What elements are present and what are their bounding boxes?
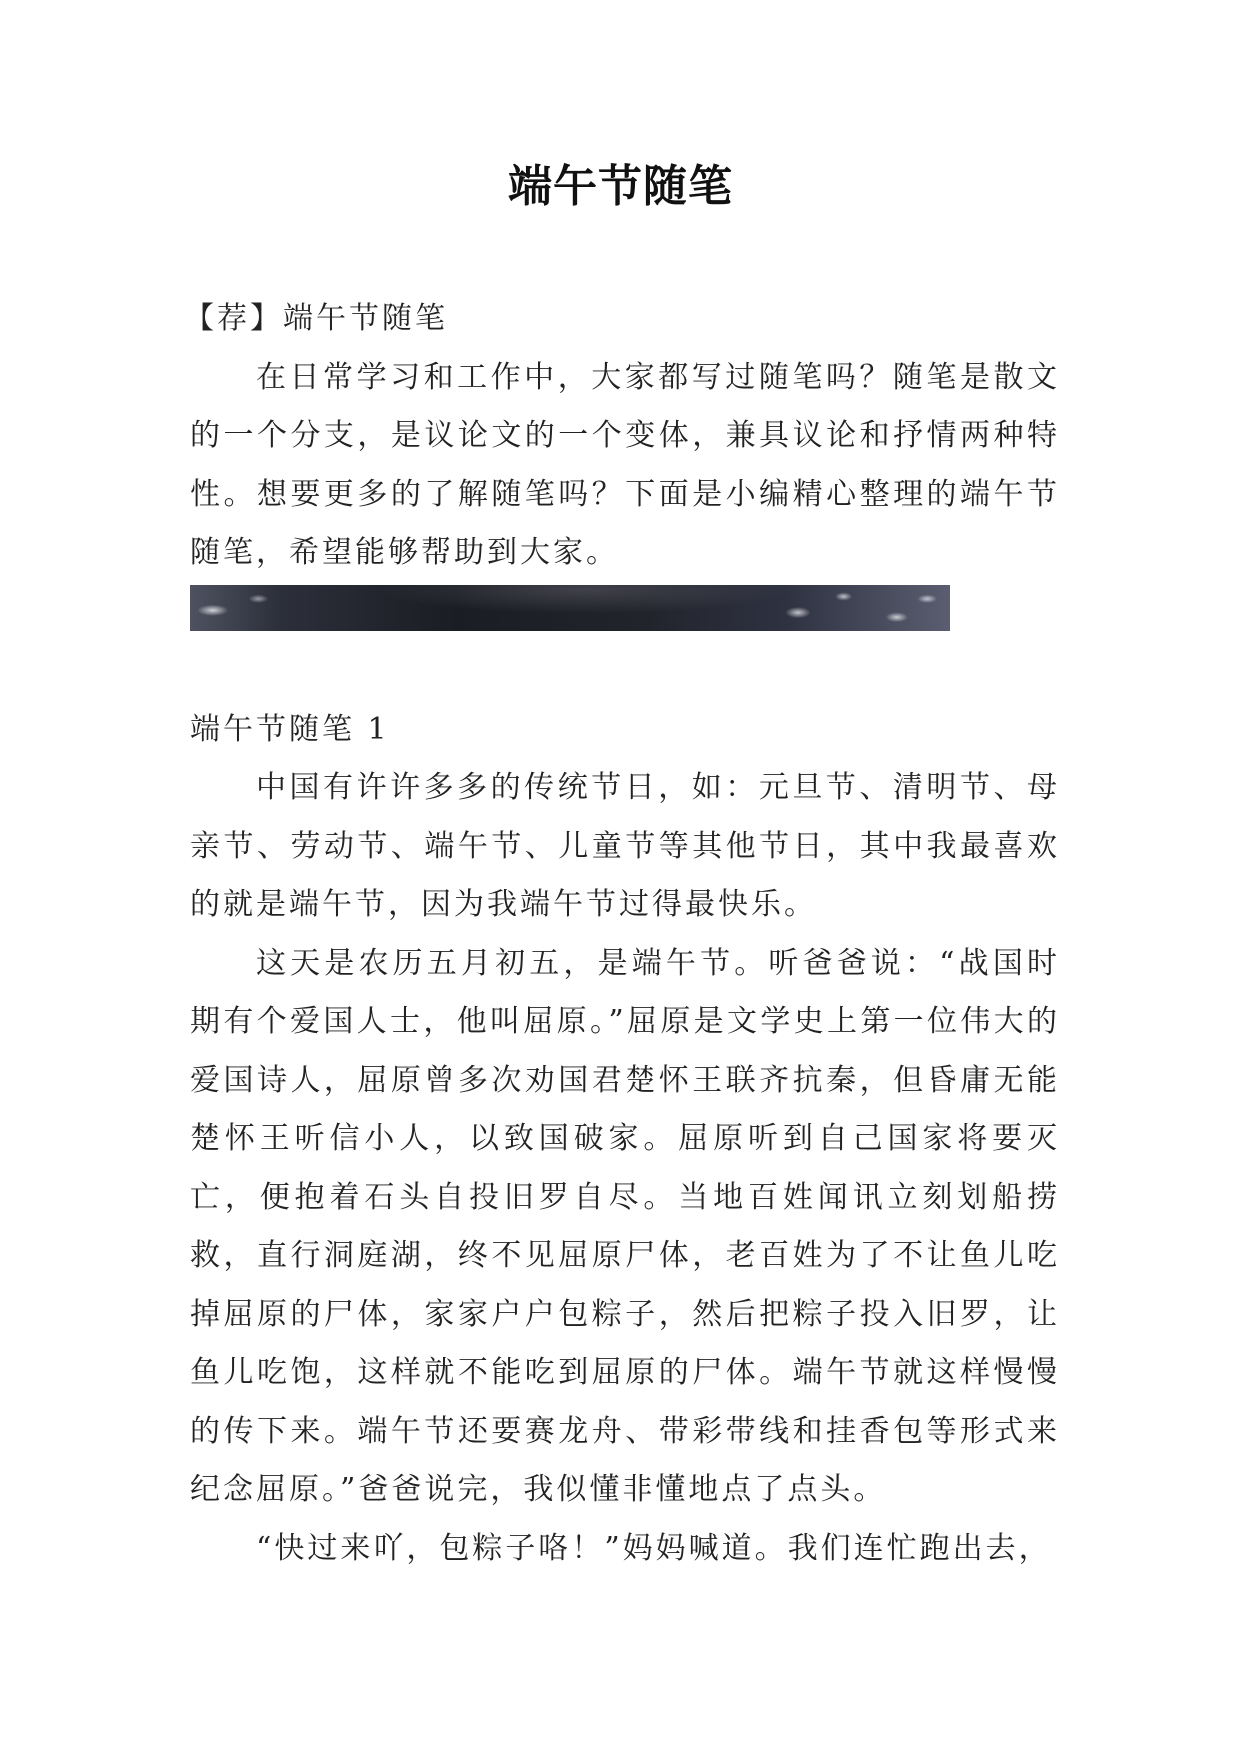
document-title: 端午节随笔 <box>508 161 733 212</box>
body-paragraph-1: 中国有许许多多的传统节日，如：元旦节、清明节、母亲节、劳动节、端午节、儿童节等其他节日，其中我最喜欢的就是端午节，因为我端午节过得最快乐。 <box>190 770 1060 922</box>
recommend-tag-line: 【荐】端午节随笔 <box>184 301 448 336</box>
section-heading: 端午节随笔 1 <box>190 711 390 747</box>
intro-paragraph: 在日常学习和工作中，大家都写过随笔吗？随笔是散文的一个分支，是议论文的一个变体，兼具议论和抒情两种特性。想要更多的了解随笔吗？下面是小编精心整理的端午节随笔，希望能够帮助到大家。 <box>190 359 1060 570</box>
decorative-banner-image <box>190 585 950 631</box>
body-paragraph-3: “快过来吖，包粽子咯！”妈妈喊道。我们连忙跑出去， <box>256 1530 1052 1566</box>
document-body <box>184 290 1060 1578</box>
body-paragraph-2: 这天是农历五月初五，是端午节。听爸爸说：“战国时期有个爱国人士，他叫屈原。”屈原是文学史上第一位伟大的爱国诗人，屈原曾多次劝国君楚怀王联齐抗秦，但昏庸无能楚怀王听信小人，以致国破家。屈原听到自己国家将要灭亡，便抱着石头自投旧罗自尽。当地百姓闻讯立刻划船捞救，直行洞庭湖，终不见屈原尸体，老百姓为了不让鱼儿吃掉屈原的尸体，家家户户包粽子，然后把粽子投入旧罗，让鱼儿吃饱，这样就不能吃到屈原的尸体。端午节就这样慢慢的传下来。端午节还要赛龙舟、带彩带线和挂香包等形式来纪念屈原。”爸爸说完，我似懂非懂地点了点头。 <box>190 945 1060 1507</box>
